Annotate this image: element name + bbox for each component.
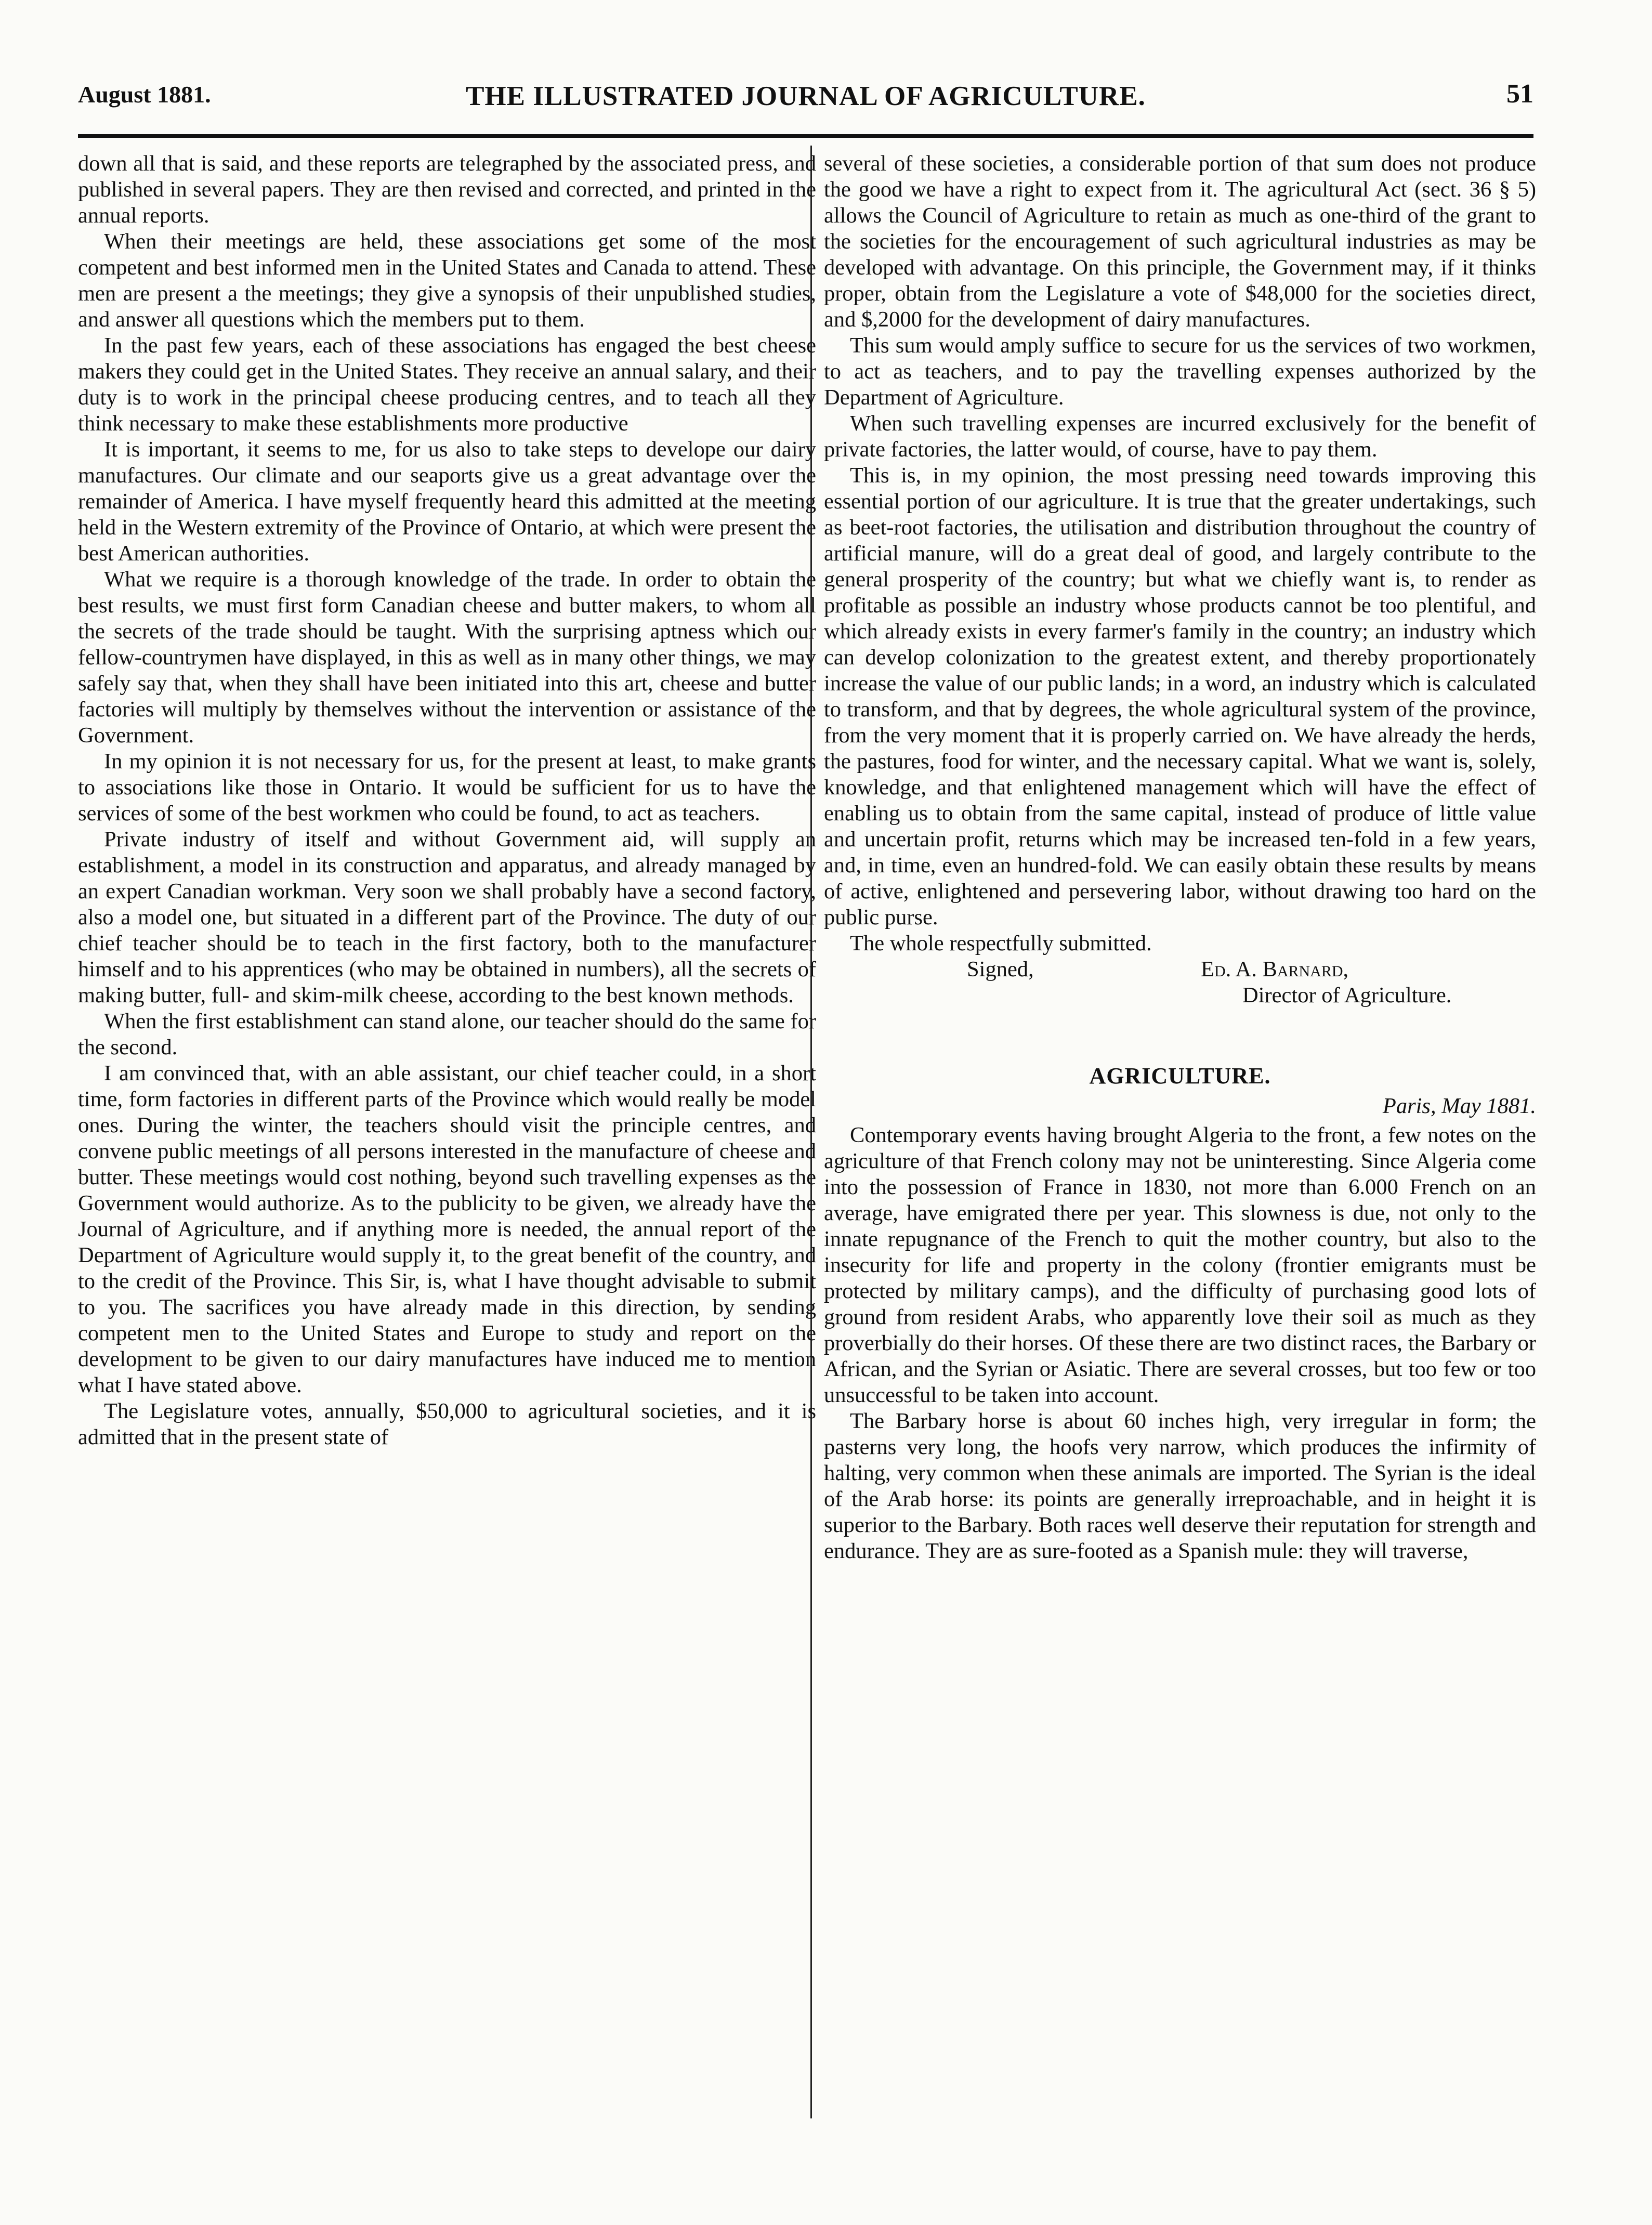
signature-block <box>824 957 1536 1009</box>
page-number: 51 <box>1506 79 1533 109</box>
section-heading: AGRICULTURE. <box>1089 1063 1271 1089</box>
paragraph: Private industry of itself and without Government aid, will supply an establishment, a model in its construction and apparatus, and already managed by an expert Canadian workman. Very soon we shall probably have a second factory, also a model one, but situated in a different part of the Province. The duty of our chief teacher should be to teach in the first factory, both to the manufacturer himself and to his apprentices (who may be obtained in numbers), all the secrets of making butter, full- and skim-milk cheese, according to the best known methods. <box>78 827 816 1007</box>
paragraph: Contemporary events having brought Algeria to the front, a few notes on the agriculture of that French colony may not be uninteresting. Since Algeria come into the possession of France in 1830, not more than 6.000 French on an average, have emigrated there per year. This slowness is due, not only to the innate repugnance of the French to quit the mother country, but also to the insecurity for life and property in the colony (frontier emigrants must be protected by military camps), and the difficulty of purchasing good lots of ground from resident Arabs, who apparently love their soil as much as they proverbially do their horses. Of these there are two distinct races, the Barbary or African, and the Syrian or Asiatic. There are several crosses, but too few or too unsuccessful to be taken into account. <box>824 1123 1536 1407</box>
paragraph: I am convinced that, with an able assistant, our chief teacher could, in a short time, form factories in different parts of the Province which would really be model ones. During the winter, the teachers should visit the principle centres, and convene public meetings of all persons interested in the manufacture of cheese and butter. These meetings would cost nothing, beyond such travelling expenses as the Government would authorize. As to the publicity to be given, we already have the Journal of Agriculture, and if anything more is needed, the annual report of the Department of Agriculture would supply it, to the great benefit of the country, and to the credit of the Province. This Sir, is, what I have thought advisable to submit to you. The sacrifices you have already made in this direction, by sending competent men to the United States and Europe to study and report on the development to be given to our dairy manufactures have induced me to mention what I have stated above. <box>78 1061 816 1397</box>
paragraph: It is important, it seems to me, for us also to take steps to develope our dairy manufactures. Our climate and our seaports give us a great advantage over the remainder of America. I have myself frequently heard this admitted at the meeting held in the Western extremity of the Province of Ontario, at which were present the best American authorities. <box>78 437 816 566</box>
signature-name: Ed. A. Barnard, <box>1201 957 1349 981</box>
journal-title: THE ILLUSTRATED JOURNAL OF AGRICULTURE. <box>466 81 1146 111</box>
paragraph: down all that is said, and these reports are telegraphed by the associated press, and published in several papers. They are then revised and corrected, and printed in the annual reports. <box>78 151 816 228</box>
signature-title: Director of Agriculture. <box>1242 983 1452 1007</box>
paragraph: This sum would amply suffice to secure for us the services of two workmen, to act as teachers, and to pay the travelling expenses authorized by the Department of Agriculture. <box>824 333 1536 410</box>
paragraph: The whole respectfully submitted. <box>850 931 1152 956</box>
paragraph: The Barbary horse is about 60 inches high, very irregular in form; the pasterns very long, the hoofs very narrow, which produces the infirmity of halting, very common when these animals are imported. The Syrian is the ideal of the Arab horse: its points are generally irreproachable, and in height it is superior to the Barbary. Both races well deserve their reputation for strength and endurance. They are as sure-footed as a Spanish mule: they will traverse, <box>824 1409 1536 1563</box>
paragraph: This is, in my opinion, the most pressing need towards improving this essential portion of our agriculture. It is true that the greater undertakings, such as beet-root factories, the utilisation and distribution throughout the country of artificial manure, will do a great deal of good, and largely contribute to the general prosperity of the country; but what we chiefly want is, to render as profitable as possible an industry whose products cannot be too plentiful, and which already exists in every farmer's family in the country; an industry which can develop colonization to the greatest extent, and thereby proportionately increase the value of our public lands; in a word, an industry which is calculated to transform, and that by degrees, the whole agricultural system of the province, from the very moment that it is properly carried on. We have already the herds, the pastures, food for winter, and the necessary capital. What we want is, solely, knowledge, and that enlightened management which will have the effect of enabling us to obtain from the same capital, instead of produce of little value and uncertain profit, returns which may be increased ten-fold in a few years, and, in time, even an hundred-fold. We can easily obtain these results by means of active, enlightened and persevering labor, without drawing too hard on the public purse. <box>824 463 1536 930</box>
paragraph: The Legislature votes, annually, $50,000 to agricultural societies, and it is admitted that in the present state of <box>78 1399 816 1449</box>
dateline: Paris, May 1881. <box>1382 1094 1536 1118</box>
right-column <box>824 151 1536 1564</box>
paragraph: When the first establishment can stand alone, our teacher should do the same for the second. <box>78 1009 816 1059</box>
paragraph: What we require is a thorough knowledge of the trade. In order to obtain the best results, we must first form Canadian cheese and butter makers, to whom all the secrets of the trade should be taught. With the surprising aptness which our fellow-countrymen have displayed, in this as well as in many other things, we may safely say that, when they shall have been initiated into this art, cheese and butter factories will multiply by themselves without the intervention or assistance of the Government. <box>78 567 816 748</box>
paragraph: In the past few years, each of these associations has engaged the best cheese makers they could get in the United States. They receive an annual salary, and their duty is to work in the principal cheese producing centres, and to teach all they think necessary to make these establishments more productive <box>78 333 816 436</box>
paragraph: In my opinion it is not necessary for us, for the present at least, to make grants to associations like those in Ontario. It would be sufficient for us to have the services of some of the best workmen who could be found, to act as teachers. <box>78 749 816 826</box>
page-header <box>78 81 1533 127</box>
header-rule <box>78 134 1533 138</box>
issue-date: August 1881. <box>78 81 211 108</box>
signature-label: Signed, <box>967 957 1034 981</box>
paragraph: When such travelling expenses are incurred exclusively for the benefit of private factories, the latter would, of course, have to pay them. <box>824 411 1536 462</box>
paragraph: When their meetings are held, these associations get some of the most competent and best informed men in the United States and Canada to attend. These men are present a the meetings; they give a synopsis of their unpublished studies, and answer all questions which the members put to them. <box>78 229 816 332</box>
paragraph: several of these societies, a considerable portion of that sum does not produce the good we have a right to expect from it. The agricultural Act (sect. 36 § 5) allows the Council of Agriculture to retain as much as one-third of the grant to the societies for the encouragement of such agricultural industries as may be developed with advantage. On this principle, the Government may, if it thinks proper, obtain from the Legislature a vote of $48,000 for the societies direct, and $,2000 for the development of dairy manufactures. <box>824 151 1536 332</box>
left-column <box>78 151 816 1450</box>
